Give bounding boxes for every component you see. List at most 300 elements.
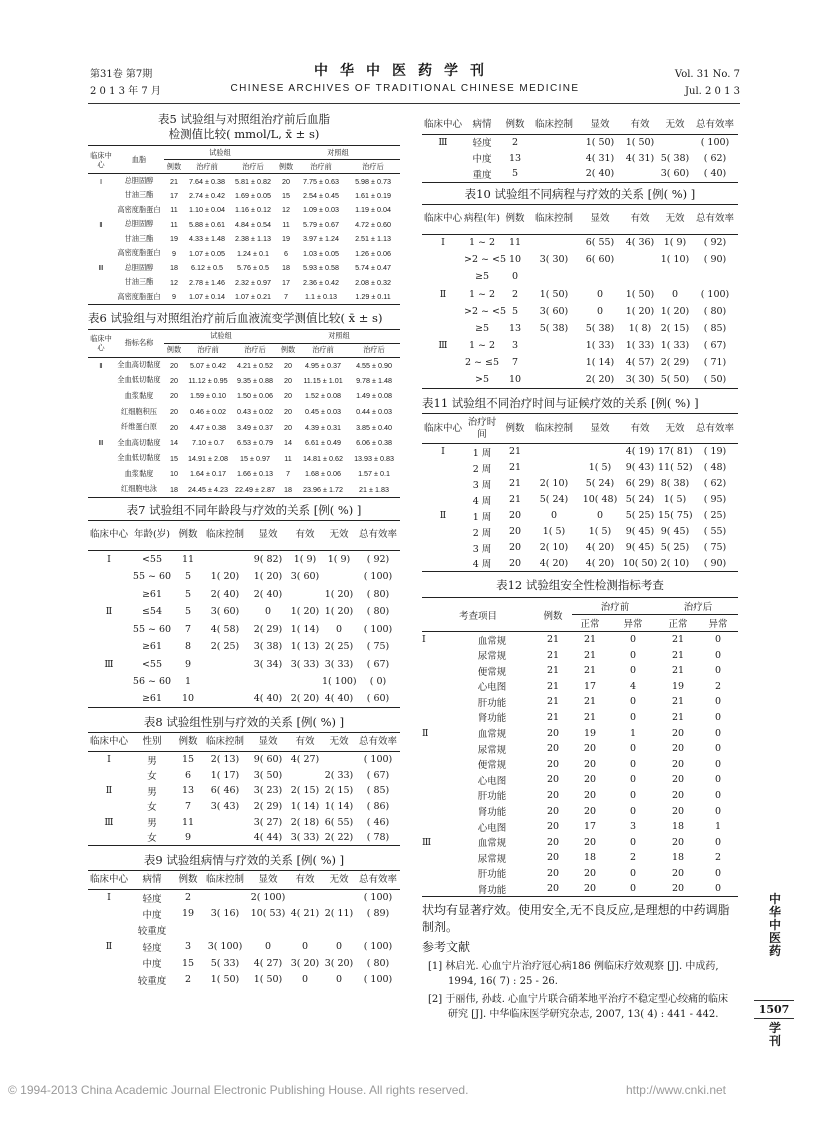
table-cell: 1( 14) <box>324 800 354 812</box>
table-header-cell: 无效 <box>658 204 692 234</box>
table-cell: 2( 29) <box>660 357 690 369</box>
table-cell: 5.79 ± 0.67 <box>303 219 339 229</box>
table-cell: 2( 15) <box>660 323 690 335</box>
table-row <box>88 752 400 768</box>
table-cell <box>88 568 130 586</box>
table-cell: 5( 24) <box>585 478 615 490</box>
table-cell: 20 <box>508 542 522 554</box>
table-cell: 4( 27) <box>290 754 320 766</box>
table-cell: 18 <box>282 263 291 273</box>
table-cell: 3( 38) <box>253 641 283 653</box>
date-cn: 2 0 1 3 年 7 月 <box>90 86 161 97</box>
table-cell: ≥61 <box>141 693 163 705</box>
table-cell: 7 <box>184 800 192 812</box>
table-cell: 4( 31) <box>625 152 655 164</box>
table-header-cell: 临床控制 <box>530 414 578 444</box>
table-cell: 4 周 <box>472 559 492 571</box>
t6-h-test: 试验组 <box>164 329 278 343</box>
table-cell: 2( 22) <box>324 831 354 843</box>
table-cell: 2( 11) <box>324 908 354 920</box>
table-row <box>88 889 400 905</box>
table-cell: 1( 5) <box>588 526 612 538</box>
table-row <box>88 466 400 482</box>
table-cell: 0 <box>335 941 343 953</box>
table-cell: 0.44 ± 0.03 <box>356 407 392 417</box>
table-cell: 5.81 ± 0.82 <box>235 176 271 186</box>
table-cell: 2 <box>630 852 637 864</box>
table-cell: 20 <box>671 789 685 801</box>
table-cell: 0 <box>596 510 604 522</box>
table-cell: 2.32 ± 0.97 <box>235 277 271 287</box>
table-cell: 20 <box>284 360 293 370</box>
table-cell: 6 <box>184 769 192 781</box>
table-cell: 全血低切黏度 <box>117 375 161 385</box>
table-cell: ≥61 <box>141 588 163 600</box>
table-cell: 0 <box>301 974 309 986</box>
table-cell: 2( 29) <box>253 623 283 635</box>
table-cell: 5( 24) <box>625 494 655 506</box>
table-cell: 17 <box>170 190 178 200</box>
table-cell: 1.69 ± 0.05 <box>235 190 271 200</box>
table-cell: 0 <box>630 758 637 770</box>
table-cell: ( 100) <box>363 754 393 766</box>
table-cell: 19 <box>671 680 685 692</box>
table-cell: 20 <box>583 805 597 817</box>
table-cell: 2( 13) <box>210 754 240 766</box>
table-cell: 0 <box>264 606 272 618</box>
table-cell: 1( 9) <box>327 553 351 565</box>
table-row <box>422 803 738 819</box>
table-cell: 0 <box>596 305 604 317</box>
table-cell: 4( 44) <box>253 831 283 843</box>
table-cell: 20 <box>583 774 597 786</box>
table-cell <box>202 690 248 708</box>
table-cell: 14 <box>284 438 293 448</box>
table-cell: 19 <box>170 234 178 244</box>
table-cell: Ⅱ <box>105 941 113 953</box>
table-cell: Ⅲ <box>98 438 104 448</box>
table-cell: 2( 33) <box>324 769 354 781</box>
table-cell <box>88 830 130 846</box>
table-row <box>422 234 738 251</box>
table-cell: 21 <box>546 665 560 677</box>
table-header-cell: 有效 <box>288 870 322 889</box>
table-cell: 9( 60) <box>253 754 283 766</box>
table-header-cell: 有效 <box>622 116 658 134</box>
table-cell: Ⅱ <box>99 360 103 370</box>
table-cell <box>422 866 450 882</box>
table-cell: 20 <box>508 510 522 522</box>
table-cell: 2( 25) <box>324 641 354 653</box>
table-cell: 13 <box>508 323 522 335</box>
table-header-cell: 年龄(岁) <box>130 520 174 550</box>
table-cell: 2( 15) <box>290 785 320 797</box>
table-row <box>422 268 738 285</box>
table-cell: 0 <box>630 836 637 848</box>
table-cell: ( 100) <box>363 571 393 583</box>
table-cell: 0 <box>715 867 722 879</box>
table-cell: ( 92) <box>366 553 390 565</box>
table-cell: 9( 45) <box>660 526 690 538</box>
table-row <box>88 482 400 498</box>
table-row <box>88 404 400 420</box>
table-cell: Ⅲ <box>98 263 104 273</box>
table-cell: 20 <box>583 867 597 879</box>
table-cell: 0 <box>630 711 637 723</box>
table-cell: 红细胞积压 <box>121 406 157 416</box>
table-row <box>88 246 400 261</box>
table-cell: 4.21 ± 0.52 <box>237 360 273 370</box>
table-cell: 便常规 <box>477 760 507 772</box>
table-cell: 全血高切黏度 <box>117 437 161 447</box>
table-cell <box>422 678 450 694</box>
journal-title-cn: 中华中医药学刊 <box>314 63 496 79</box>
table-cell <box>422 803 450 819</box>
body-paragraph: 状均有显著疗效。使用安全,无不良反应,是理想的中药调脂制剂。 <box>422 903 730 935</box>
table-cell: 1( 100) <box>322 676 357 688</box>
table-cell: 总胆固醇 <box>124 176 154 185</box>
table-cell: 2( 29) <box>253 800 283 812</box>
table-cell: 1 <box>715 821 722 833</box>
table-row <box>88 767 400 783</box>
table-cell: 4( 19) <box>625 446 655 458</box>
table-cell: 3 周 <box>472 479 492 491</box>
cnki-link[interactable]: http://www.cnki.net <box>625 1083 726 1097</box>
table-cell: ( 60) <box>366 693 390 705</box>
table-cell: 7.75 ± 0.63 <box>303 176 339 186</box>
table-cell: 1( 50) <box>625 136 655 148</box>
table-cell <box>88 188 114 203</box>
table-cell: 1.07 ± 0.21 <box>235 292 271 301</box>
table-cell: ( 80) <box>703 305 727 317</box>
table-header-cell: 无效 <box>658 116 692 134</box>
table-cell: 5( 38) <box>585 323 615 335</box>
table-cell: ( 90) <box>703 254 727 266</box>
table-cell <box>422 756 450 772</box>
table-cell: 5.93 ± 0.58 <box>303 263 339 273</box>
table-cell: 5( 38) <box>539 323 569 335</box>
table-cell: Ⅲ <box>438 136 448 148</box>
table-cell: Ⅰ <box>107 553 111 565</box>
table-row <box>88 603 400 621</box>
table-cell: 2 <box>511 136 519 148</box>
table8 <box>88 732 400 846</box>
table-cell: 20 <box>671 774 685 786</box>
table-cell: 11 <box>170 219 178 229</box>
table-cell: 15 <box>170 453 178 463</box>
table-header-cell: 有效 <box>288 520 322 550</box>
table-row <box>422 710 738 726</box>
table-cell: 15 <box>181 957 195 969</box>
table-cell: 3( 50) <box>253 769 283 781</box>
table-cell <box>622 166 658 182</box>
table5-caption-1: 表5 试验组与对照组治疗前后血脂 <box>158 112 330 126</box>
table-cell: 4( 20) <box>585 542 615 554</box>
table-cell: ≤54 <box>141 606 163 618</box>
table-row <box>88 814 400 830</box>
left-column <box>88 112 400 988</box>
table-cell: 0 <box>630 774 637 786</box>
table-row <box>88 906 400 922</box>
table-cell: Ⅲ <box>104 816 114 828</box>
table9-cont <box>422 116 738 183</box>
table-row <box>422 772 738 788</box>
table-cell: 1( 9) <box>293 553 317 565</box>
table-cell: ( 80) <box>366 957 390 969</box>
table-cell <box>422 303 464 320</box>
references-title: 参考文献 <box>422 940 471 955</box>
table-cell: 2( 18) <box>290 816 320 828</box>
table-cell <box>88 955 130 971</box>
table-cell: 1( 17) <box>210 769 240 781</box>
table-cell: 0 <box>671 288 679 300</box>
table-header-cell: 显效 <box>578 414 622 444</box>
table-cell: 20 <box>671 883 685 895</box>
table-cell: 尿常规 <box>477 744 507 756</box>
table-cell: 1.19 ± 0.04 <box>355 205 391 215</box>
table-cell: 21 <box>170 176 178 186</box>
table-cell: 肝功能 <box>477 869 507 881</box>
table-cell: 1.59 ± 0.10 <box>190 391 226 401</box>
table-cell <box>88 246 114 261</box>
table-cell: ( 100) <box>700 288 730 300</box>
table-cell: 19 <box>181 908 195 920</box>
table-cell: 21 <box>583 665 597 677</box>
table-cell <box>202 673 248 691</box>
table-header-cell: 总有效率 <box>692 116 738 134</box>
table-cell: ( 75) <box>366 641 390 653</box>
table-row <box>88 373 400 389</box>
table-cell: 3( 23) <box>253 785 283 797</box>
table-cell: 0 <box>630 649 637 661</box>
table-row <box>88 690 400 708</box>
table-cell: 9 <box>172 248 176 258</box>
table-cell: 3( 43) <box>210 800 240 812</box>
table-cell: 9.35 ± 0.88 <box>237 375 273 385</box>
table-cell: 20 <box>546 743 560 755</box>
table-cell: 55 ~ 60 <box>132 571 172 583</box>
table-cell: 1.68 ± 0.06 <box>305 469 341 479</box>
table-cell <box>322 752 356 768</box>
table-row <box>88 203 400 218</box>
table-cell: 2.38 ± 1.13 <box>235 234 271 244</box>
table-cell: 3( 60) <box>539 305 569 317</box>
table-row <box>422 524 738 540</box>
t5-h-before2: 治疗前 <box>296 160 346 174</box>
table-header-cell: 临床控制 <box>202 520 248 550</box>
table-header-cell: 临床中心 <box>422 414 464 444</box>
table-cell <box>422 320 464 337</box>
table-cell: 20 <box>170 407 178 417</box>
t6-h-center: 临床中心 <box>88 329 114 357</box>
table-cell <box>530 134 578 150</box>
table-cell: 20 <box>583 836 597 848</box>
table-cell: 1.07 ± 0.14 <box>189 292 225 301</box>
table-row <box>422 850 738 866</box>
t5-h-cases: 例数 <box>164 160 184 174</box>
table-cell: Ⅰ <box>107 892 111 904</box>
table-cell: 1.09 ± 0.03 <box>303 205 339 215</box>
table-cell: 1 ~ 2 <box>468 340 496 352</box>
table-cell: 20 <box>170 360 178 370</box>
table-cell: 1 ~ 2 <box>468 288 496 300</box>
table-cell: 21 <box>583 711 597 723</box>
table-cell: 5( 25) <box>625 510 655 522</box>
table-row <box>88 451 400 467</box>
table-cell <box>422 819 450 835</box>
table-cell <box>88 585 130 603</box>
table-cell: 1( 20) <box>324 606 354 618</box>
table-cell: 3.85 ± 0.40 <box>356 422 392 432</box>
table-cell: 5 <box>184 606 192 618</box>
table-cell: 9( 45) <box>625 526 655 538</box>
table-cell: 2( 40) <box>585 168 615 180</box>
t5-h-center: 临床中心 <box>88 146 114 174</box>
table-cell <box>530 460 578 476</box>
table-cell: 肝功能 <box>477 791 507 803</box>
table-cell: 20 <box>671 743 685 755</box>
table-row <box>88 783 400 799</box>
t12-h-normal: 正常 <box>572 615 608 632</box>
table-cell: 2( 10) <box>539 542 569 554</box>
table10 <box>422 204 738 390</box>
table-header-cell: 无效 <box>322 520 356 550</box>
table-cell: 6.06 ± 0.38 <box>356 438 392 448</box>
table-cell: 4( 40) <box>324 693 354 705</box>
table-cell: 0 <box>715 696 722 708</box>
table-row <box>422 372 738 389</box>
table-cell: 9 <box>184 658 192 670</box>
table-header-cell: 总有效率 <box>692 414 738 444</box>
table-cell: Ⅰ <box>441 446 445 458</box>
table-cell: 2( 20) <box>585 374 615 386</box>
table-row <box>88 174 400 189</box>
table-cell: 0.45 ± 0.03 <box>305 407 341 417</box>
table-cell: ( 71) <box>703 357 727 369</box>
table-cell: 6.12 ± 0.5 <box>191 263 223 273</box>
table-cell: 1( 20) <box>210 571 240 583</box>
t12-h-normal2: 正常 <box>658 615 698 632</box>
side-mark-top: 中华中医药 <box>768 892 781 958</box>
table-cell: 1( 50) <box>210 974 240 986</box>
table-cell: 20 <box>170 422 178 432</box>
table-cell: 1( 5) <box>542 526 566 538</box>
table-cell: 5 <box>511 305 519 317</box>
table-cell <box>422 881 450 897</box>
table-cell: 1( 20) <box>625 305 655 317</box>
table-cell: 11 <box>181 816 195 828</box>
table-cell: 5( 25) <box>660 542 690 554</box>
table-cell <box>288 673 322 691</box>
table-cell: 3( 30) <box>539 254 569 266</box>
table-cell: 4 <box>630 680 637 692</box>
table-header-cell: 无效 <box>322 733 356 752</box>
table-cell: 1( 50) <box>585 136 615 148</box>
table-cell: 5.07 ± 0.42 <box>190 360 226 370</box>
table-cell: 重度 <box>472 169 492 181</box>
table-cell: 17 <box>583 680 597 692</box>
t5-h-lipid: 血脂 <box>114 146 164 174</box>
table-row <box>422 476 738 492</box>
table-row <box>88 568 400 586</box>
table-cell <box>202 814 248 830</box>
table-cell: 20 <box>583 743 597 755</box>
table-cell: 纤维蛋白原 <box>121 422 157 432</box>
table-cell: 20 <box>546 805 560 817</box>
table-cell: 3 <box>630 821 637 833</box>
side-mark-bottom: 学刊 <box>768 1021 781 1048</box>
t12-h-before: 治疗前 <box>572 598 658 615</box>
table-cell <box>202 889 248 905</box>
t12-h-cases: 例数 <box>534 598 572 632</box>
t9c-body <box>422 134 738 182</box>
table-cell: 0 <box>630 805 637 817</box>
table-cell: 11.12 ± 0.95 <box>188 375 228 385</box>
table-cell: 6( 46) <box>210 785 240 797</box>
table-cell: 6.61 ± 0.49 <box>305 438 341 448</box>
table-cell <box>88 388 114 404</box>
table-cell: 1( 20) <box>290 606 320 618</box>
table-header-cell: 显效 <box>578 204 622 234</box>
t6-h-cases: 例数 <box>164 343 184 357</box>
table-cell: 9( 43) <box>625 462 655 474</box>
table-cell: 2( 25) <box>210 641 240 653</box>
table-cell: 便常规 <box>477 666 507 678</box>
table-row <box>422 632 738 648</box>
journal-title-en: CHINESE ARCHIVES OF TRADITIONAL CHINESE MEDICINE <box>230 83 580 94</box>
table-header-cell: 总有效率 <box>692 204 738 234</box>
table-cell: ( 50) <box>703 374 727 386</box>
table-cell <box>174 922 202 938</box>
table-row <box>88 419 400 435</box>
t6-h-cases2: 例数 <box>278 343 298 357</box>
table-cell: 14.81 ± 0.62 <box>303 453 343 463</box>
table-cell: 7 <box>184 623 192 635</box>
table-cell: >2 ~ <5 <box>464 254 507 266</box>
table5-caption-2: 检测值比较( mmol/L, x̄ ± s) <box>168 127 320 141</box>
t12-body <box>422 632 738 897</box>
table-cell <box>422 710 450 726</box>
table-cell: 10 <box>508 254 522 266</box>
table-cell: 4( 27) <box>253 957 283 969</box>
table-cell: 18 <box>671 852 685 864</box>
table-cell <box>322 568 356 586</box>
table-cell <box>88 638 130 656</box>
table-cell: 肾功能 <box>477 807 507 819</box>
table-row <box>88 188 400 203</box>
table-cell: 13.93 ± 0.83 <box>354 453 394 463</box>
table-cell: 11( 52) <box>658 462 693 474</box>
table-cell <box>422 372 464 389</box>
table-cell: 总胆固醇 <box>124 219 154 229</box>
table-row <box>422 286 738 303</box>
table-cell: 高密度脂蛋白 <box>117 291 161 301</box>
table-cell: 3( 60) <box>660 168 690 180</box>
table-cell: 3( 33) <box>290 658 320 670</box>
table-cell: 2 <box>715 680 722 692</box>
table-cell: 20 <box>546 727 560 739</box>
table-header-cell: 临床控制 <box>530 204 578 234</box>
t10-head <box>422 204 738 234</box>
table-cell <box>530 166 578 182</box>
table-cell: 21 <box>546 696 560 708</box>
table-cell: 1.26 ± 0.06 <box>355 248 391 258</box>
table-cell: 中度 <box>472 154 492 165</box>
table-cell: 21 <box>671 696 685 708</box>
table-cell: 高密度脂蛋白 <box>117 248 161 258</box>
table11 <box>422 413 738 572</box>
table-cell: 0 <box>715 758 722 770</box>
